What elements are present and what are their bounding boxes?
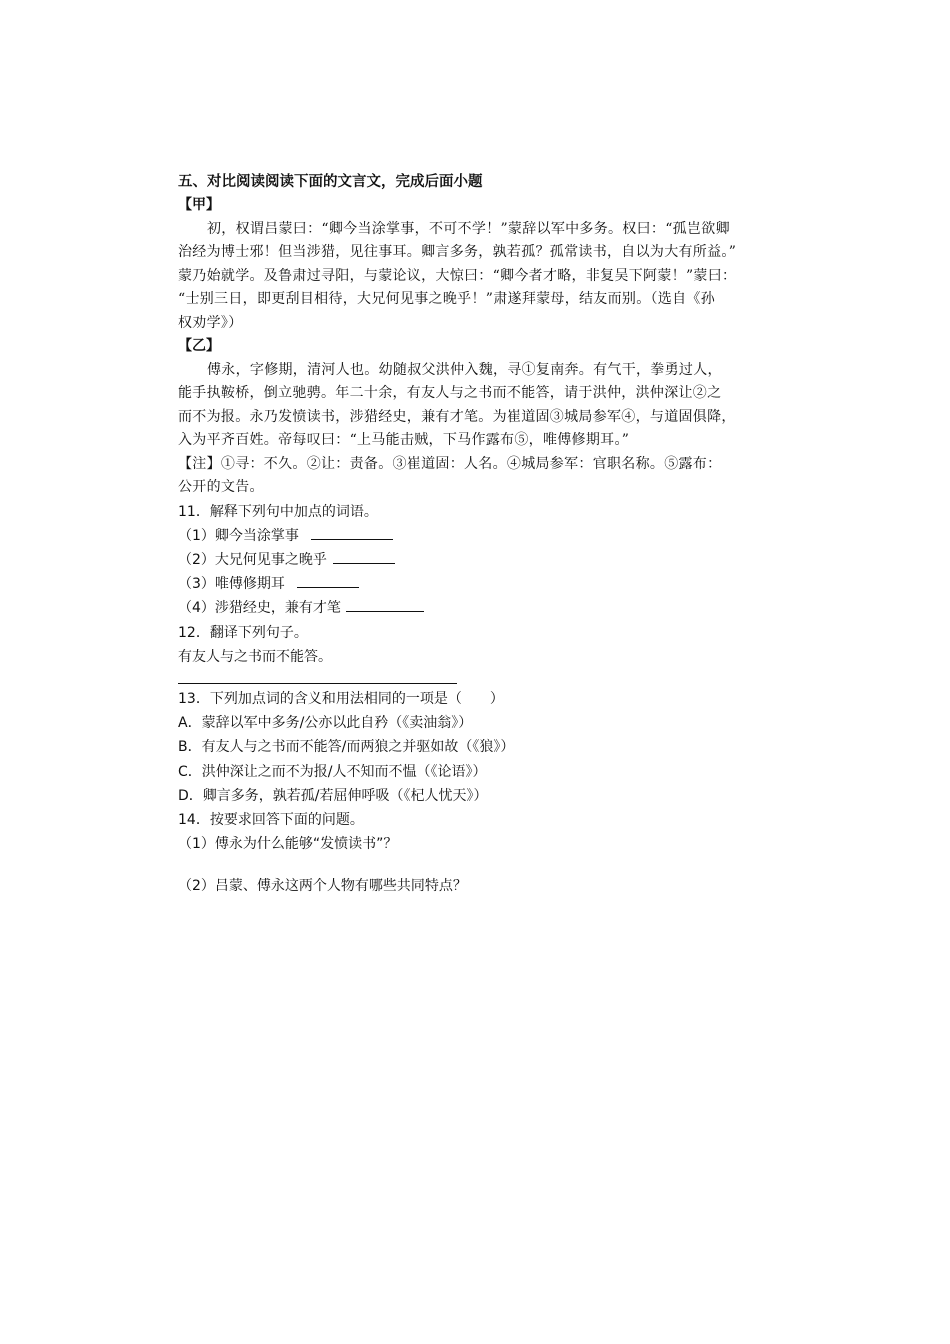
answer-blank[interactable] (297, 573, 359, 588)
passage-a-line: 权劝学》） (178, 314, 243, 331)
question-11-item-text: （2）大兄何见事之晚乎 (178, 551, 327, 568)
passage-a-line: 蒙乃始就学。及鲁肃过寻阳，与蒙论议，大惊曰：“卿今者才略，非复吴下阿蒙！”蒙曰： (178, 267, 737, 284)
passage-a-label: 【甲】 (178, 197, 220, 213)
question-14-item: （1）傅永为什么能够“发愤读书”？ (178, 836, 398, 853)
section-heading: 五、对比阅读阅读下面的文言文，完成后面小题 (178, 173, 483, 190)
question-11-item-text: （3）唯傅修期耳 (178, 576, 285, 593)
question-13-option-c[interactable]: C．洪仲深让之而不为报/人不知而不愠（《论语》） (178, 763, 487, 780)
question-14-stem: 14．按要求回答下面的问题。 (178, 811, 364, 828)
question-11-item-text: （1）卿今当涂掌事 (178, 527, 299, 544)
question-11-item (178, 596, 774, 620)
question-11-stem: 11．解释下列句中加点的词语。 (178, 503, 378, 520)
question-11-item (178, 548, 774, 572)
question-11-item (178, 524, 774, 548)
question-13-option-d[interactable]: D．卿言多务，孰若孤/若屈伸呼吸（《杞人忧天》） (178, 787, 488, 804)
passage-b-label: 【乙】 (178, 338, 220, 354)
exam-content (178, 170, 774, 899)
passage-b-line: 傅永，字修期，清河人也。幼随叔父洪仲入魏，寻①复南奔。有气干，拳勇过人， (207, 361, 722, 378)
passage-b-line: 入为平齐百姓。帝每叹曰：“上马能击贼，下马作露布⑤，唯傅修期耳。” (178, 432, 630, 448)
passage-a-line: 初，权谓吕蒙曰：“卿今当涂掌事，不可不学！”蒙辞以军中多务。权曰：“孤岂欲卿 (207, 220, 730, 237)
passage-a-line: “士别三日，即更刮目相待，大兄何见事之晚乎！”肃遂拜蒙母，结友而别。（选自《孙 (178, 291, 716, 307)
answer-blank[interactable] (346, 597, 424, 612)
question-12-stem: 12．翻译下列句子。 (178, 624, 308, 641)
passage-a-line: 治经为博士邪！但当涉猎，见往事耳。卿言多务，孰若孤？孤常读书，自以为大有所益。” (178, 244, 737, 260)
passage-b-line: 能手执鞍桥，倒立驰骋。年二十余，有友人与之书而不能答，请于洪仲，洪仲深让②之 (178, 385, 722, 401)
passage-b-line: 而不为报。永乃发愤读书，涉猎经史，兼有才笔。为崔道固③城局参军④，与道固俱降， (178, 408, 736, 425)
notes-line: 【注】①寻：不久。②让：责备。③崔道固：人名。④城局参军：官职名称。⑤露布： (178, 455, 722, 472)
answer-blank[interactable] (311, 525, 393, 540)
question-13-option-b[interactable]: B．有友人与之书而不能答/而两狼之并驱如故（《狼》） (178, 739, 515, 756)
question-14-item: （2）吕蒙、傅永这两个人物有哪些共同特点？ (178, 878, 467, 895)
answer-line[interactable] (178, 669, 457, 684)
answer-space (178, 856, 774, 874)
notes-line: 公开的文告。 (178, 479, 264, 495)
question-12-sentence: 有友人与之书而不能答。 (178, 648, 332, 665)
question-13-option-a[interactable]: A．蒙辞以军中多务/公亦以此自矜（《卖油翁》） (178, 715, 473, 732)
question-13-stem: 13．下列加点词的含义和用法相同的一项是（ ） (178, 690, 504, 707)
question-11-item (178, 572, 774, 596)
answer-blank[interactable] (333, 549, 395, 564)
question-11-item-text: （4）涉猎经史，兼有才笔 (178, 600, 341, 617)
